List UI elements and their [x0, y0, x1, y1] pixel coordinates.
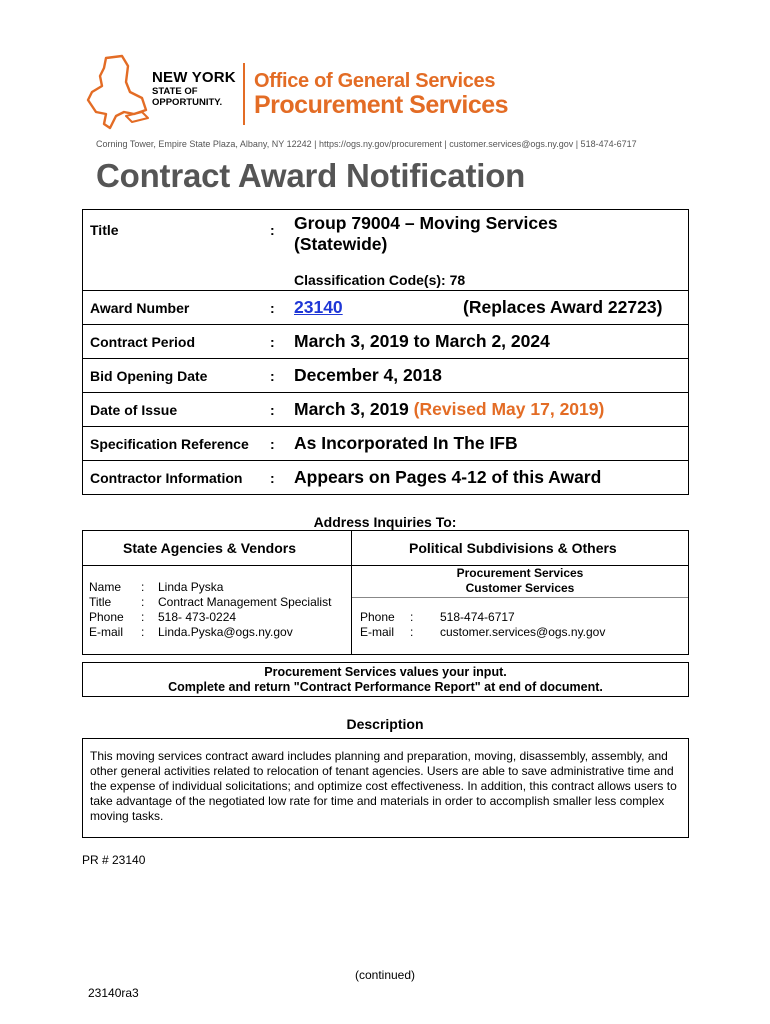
cs-email-value[interactable]: customer.services@ogs.ny.gov — [440, 625, 606, 639]
contract-period-value: March 3, 2019 to March 2, 2024 — [294, 331, 550, 351]
contract-period-row — [83, 324, 688, 359]
separator: : — [410, 625, 414, 639]
left-contact-values — [158, 580, 331, 640]
state-agencies-heading: State Agencies & Vendors — [123, 540, 296, 556]
right-contact-labels — [360, 610, 395, 640]
contact-name-label: Name — [89, 580, 122, 594]
continued-note: (continued) — [354, 968, 416, 982]
contact-title-label: Title — [89, 595, 112, 609]
ny-wordmark-line3: OPPORTUNITY. — [152, 97, 223, 108]
contractor-info-label: Contractor Information — [90, 470, 243, 486]
bid-opening-colon: : — [270, 368, 275, 384]
award-replaces: (Replaces Award 22723) — [463, 297, 663, 317]
left-contact-separators — [141, 580, 144, 640]
document-code: 23140ra3 — [88, 986, 139, 1000]
issue-date: March 3, 2019 — [294, 399, 409, 419]
nys-wordmark — [152, 70, 236, 108]
document-title: Contract Award Notification — [96, 157, 526, 194]
title-colon: : — [270, 222, 275, 238]
bid-opening-label: Bid Opening Date — [90, 368, 208, 384]
contact-name-value: Linda Pyska — [158, 580, 224, 594]
agency-address: Corning Tower, Empire State Plaza, Albany, NY 12242 | https://ogs.ny.gov/procurement | customer.services@ogs.ny.gov | 518-474-6717 — [96, 139, 637, 149]
logo-divider — [243, 63, 245, 125]
separator: : — [141, 580, 145, 594]
inquiries-heading: Address Inquiries To: — [313, 514, 457, 530]
cs-phone-label: Phone — [360, 610, 395, 624]
agency-name: Office of General Services — [254, 70, 496, 92]
title-value-line1: Group 79004 – Moving Services — [294, 213, 558, 233]
contact-email-value[interactable]: Linda.Pyska@ogs.ny.gov — [158, 625, 293, 639]
specification-label: Specification Reference — [90, 436, 249, 452]
title-value-line2: (Statewide) — [294, 234, 388, 254]
date-of-issue-label: Date of Issue — [90, 402, 178, 418]
contact-email-label: E-mail — [89, 625, 124, 639]
customer-services-line1: Procurement Services — [456, 566, 584, 580]
cs-email-label: E-mail — [360, 625, 395, 639]
feedback-line1: Procurement Services values your input. — [264, 665, 507, 679]
bid-opening-value: December 4, 2018 — [294, 365, 442, 385]
description-heading: Description — [346, 716, 424, 732]
specification-colon: : — [270, 436, 275, 452]
date-of-issue-colon: : — [270, 402, 275, 418]
title-label: Title — [90, 222, 119, 238]
feedback-notice — [82, 662, 689, 697]
cs-phone-value: 518-474-6717 — [440, 610, 515, 624]
award-number-row — [83, 290, 688, 325]
contractor-info-colon: : — [270, 470, 275, 486]
inquiries-table — [82, 530, 689, 655]
ny-wordmark-line1: NEW YORK — [152, 69, 236, 86]
ny-wordmark-line2: STATE OF — [152, 86, 198, 97]
contact-title-value: Contract Management Specialist — [158, 595, 332, 609]
contact-phone-label: Phone — [89, 610, 124, 624]
left-contact-labels — [89, 580, 124, 640]
separator: : — [141, 595, 145, 609]
award-number-colon: : — [270, 300, 275, 316]
award-info-table — [82, 209, 689, 495]
nys-map-logo — [82, 52, 152, 134]
department-name: Procurement Services — [254, 91, 509, 119]
date-of-issue-row — [83, 392, 688, 427]
classification-code: Classification Code(s): 78 — [294, 272, 466, 288]
pr-number: PR # 23140 — [82, 853, 146, 867]
contract-period-colon: : — [270, 334, 275, 350]
date-of-issue-value — [294, 399, 604, 420]
separator: : — [141, 610, 145, 624]
contact-phone-value: 518- 473-0224 — [158, 610, 237, 624]
customer-services-line2: Customer Services — [465, 581, 575, 595]
award-number-link[interactable]: 23140 — [294, 297, 343, 317]
description-body: This moving services contract award includes planning and preparation, moving, disassembly, assembly, and other general activities related to relocation of tenant agencies. Users are able to save administrative time and the expense of individual solicitations; and optimize cost effectiveness. In addition, this contract allows users to take advantage of the negotiated low rate for time and materials in order to accomplish smaller less complex moving tasks. — [82, 738, 689, 838]
bid-opening-row — [83, 358, 688, 393]
revised-date: (Revised May 17, 2019) — [413, 399, 605, 419]
customer-services-rule — [352, 597, 688, 598]
political-subdivisions-heading: Political Subdivisions & Others — [409, 540, 617, 556]
contractor-info-value: Appears on Pages 4-12 of this Award — [294, 467, 602, 487]
right-contact-separators — [410, 610, 413, 640]
customer-services-title — [352, 566, 688, 596]
right-contact-values — [440, 610, 605, 640]
contract-period-label: Contract Period — [90, 334, 196, 350]
separator: : — [410, 610, 414, 624]
specification-value: As Incorporated In The IFB — [294, 433, 518, 453]
separator: : — [141, 625, 145, 639]
contractor-info-row — [83, 460, 688, 495]
award-number-label: Award Number — [90, 300, 190, 316]
feedback-line2: Complete and return "Contract Performance Report" at end of document. — [168, 680, 603, 694]
specification-row — [83, 426, 688, 461]
